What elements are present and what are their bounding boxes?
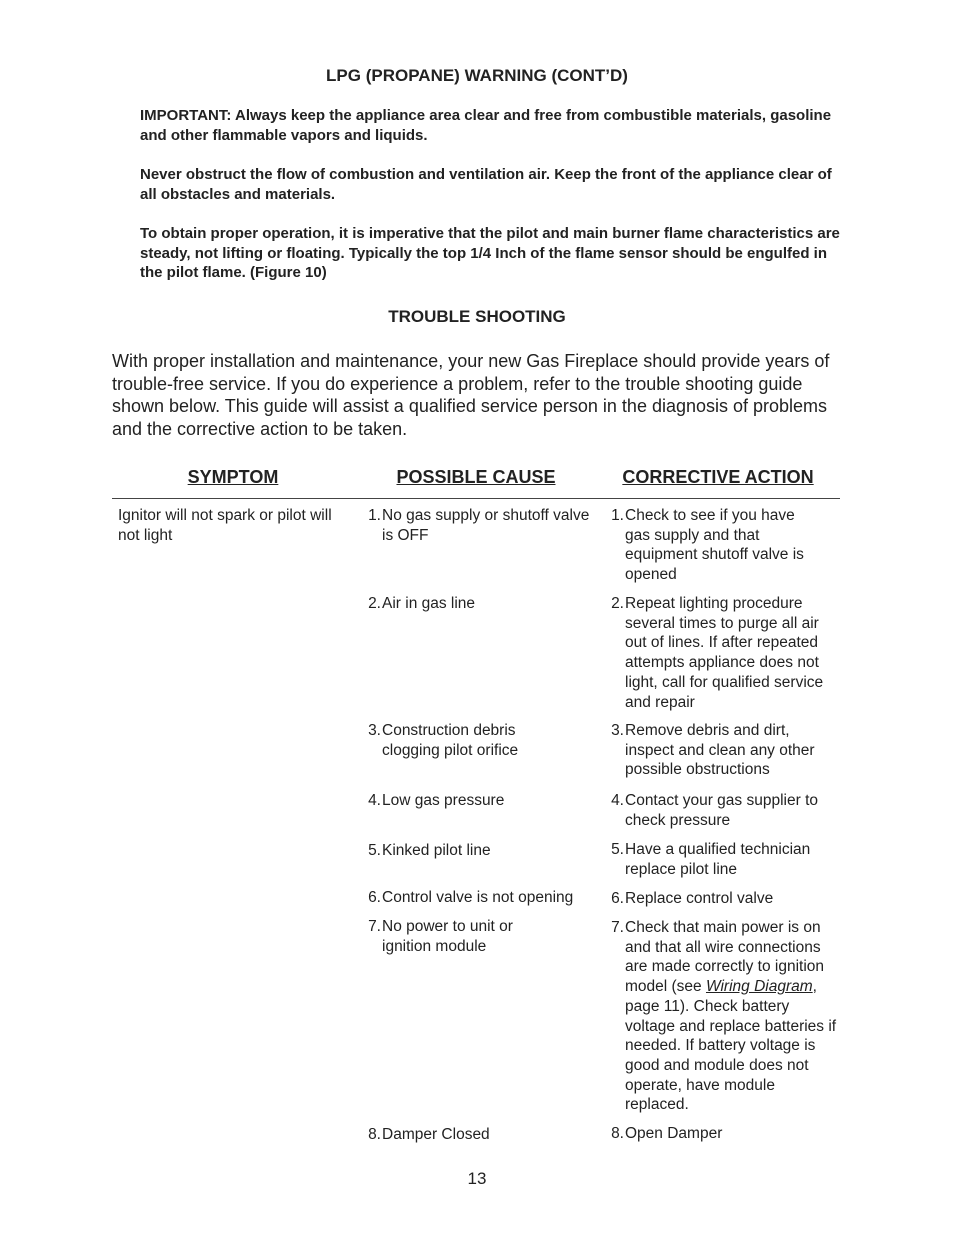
warning-paragraph-2: Never obstruct the flow of combustion and ventilation air. Keep the front of the appliance clear of all obstacles and materials.: [140, 166, 832, 203]
warning-paragraph-3: To obtain proper operation, it is imperative that the pilot and main burner flame characteristics are steady, not lifting or floating. Typically the top 1/4 Inch of the flame sensor should be engulfed in the pilot flame. (Figure 10): [140, 225, 840, 281]
intro-paragraph: With proper installation and maintenance, your new Gas Fireplace should provide years of trouble-free service. If you do experience a problem, refer to the trouble shooting guide shown below. This guide will assist a qualified service person in the diagnosis of problems and the corrective action to be taken.: [112, 351, 830, 439]
column-header-symptom: SYMPTOM: [187, 467, 279, 487]
symptom-text: Ignitor will not spark or pilot will not light: [118, 507, 332, 544]
wiring-diagram-reference[interactable]: Wiring Diagram: [705, 978, 813, 996]
table-divider: [112, 498, 840, 499]
column-header-cause: POSSIBLE CAUSE: [396, 467, 556, 487]
page-number: 13: [467, 1169, 487, 1188]
warning-paragraph-1: IMPORTANT: Always keep the appliance area clear and free from combustible materials, gasoline and other flammable vapors and liquids.: [140, 107, 832, 144]
warning-heading: LPG (PROPANE) WARNING (CONT’D): [326, 66, 628, 85]
column-header-action: CORRECTIVE ACTION: [622, 467, 814, 487]
trouble-shooting-heading: TROUBLE SHOOTING: [388, 307, 566, 326]
